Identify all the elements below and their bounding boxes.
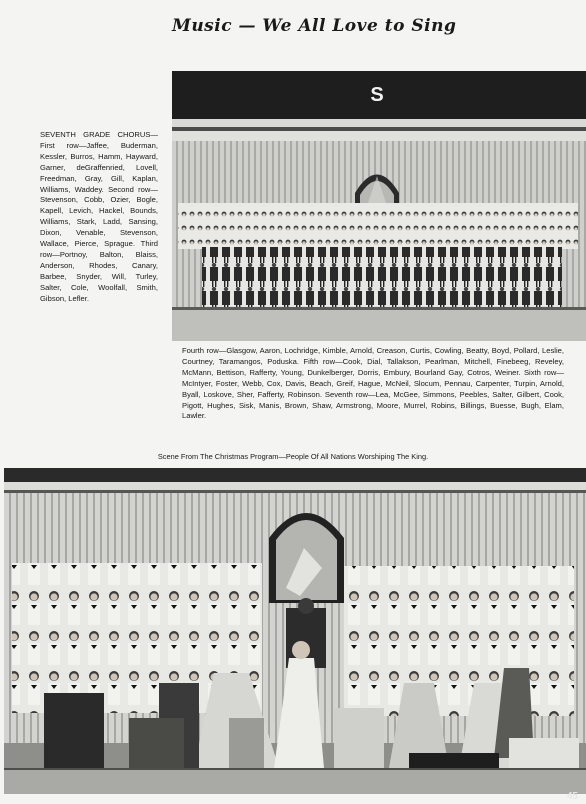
stage-letter: S xyxy=(370,84,384,106)
page-number: 45 xyxy=(566,791,578,802)
chorus-caption-bottom: Fourth row—Glasgow, Aaron, Lochridge, Kimble, Arnold, Creason, Curtis, Cowling, Beatty, Boyd, Pollard, Leslie, Courtney, Taramangos, Poduska. Fifth row—Cook, Dial, Tallakson, Pearlman, Mitchell, Finebeeg, Reveley, McMann, Bettison, Rafferty, Young, Dunkelberger, Dorris, Embury, Bourland Gay, Cotros, Weiner. Sixth row—McIntyer, Foster, Webb, Cox, Davis, Beach, Greif, Hague, McNeil, Slocum, Pennau, Carpenter, Turpin, Arnold, Byall, Loskove, Sher, Fafferty, Robinson. Seventh row—Lea, McGee, Simmons, Peebles, Salter, Gilbert, Cook, Pigott, Hughes, Sisk, Manis, Brown, Shaw, Armstrong, Moore, Murrel, Robins, Billings, Buesse, Bugh, Elam, Lawler. xyxy=(182,346,564,421)
chorus-photo xyxy=(172,71,586,341)
christmas-program-photo xyxy=(4,468,586,794)
chorus-photo-image xyxy=(172,71,586,341)
page-title: Music — We All Love to Sing xyxy=(172,16,457,36)
chorus-caption-left: SEVENTH GRADE CHORUS—First row—Jaffee, Buderman, Kessler, Burros, Hamm, Hayward, Garner, deGraffenried, Lovell, Freedman, Gray, Gill, Kaplan, Williams, Waddey. Second row—Stevenson, Cobb, Ozier, Bogle, Kapell, Levich, Hackel, Bounds, Williams, Stark, Ladd, Sansing, Dixon, Venable, Stevenson, Wallace, Pierce, Sprague. Third row—Portnoy, Balton, Blaiss, Anderson, Rhodes, Canary, Barbee, Snyder, Will, Turley, Salter, Cole, Woolfall, Smith, Gibson, Lefler. xyxy=(40,130,158,303)
christmas-program-photo-image xyxy=(4,468,586,794)
christmas-scene-caption: Scene From The Christmas Program—People Of All Nations Worshiping The King. xyxy=(157,452,429,461)
